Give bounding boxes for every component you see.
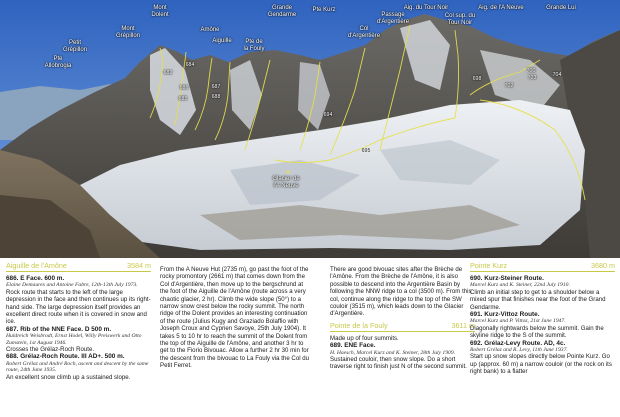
route-description: There are good bivouac sites after the Brèche de l'Amône. From the Brèche de l'Amône, it is also possible to descend into the Argentière Basin by following the NNW ridge to a col (3500 m). From this col, continue along the ridge to the top of the SW couloir (3515 m), which leads down to the Glacier d'Argentière. — [330, 266, 472, 318]
route-number: 694 — [323, 112, 333, 118]
route-number: 702 — [504, 83, 514, 89]
route-number: 682 — [163, 70, 173, 76]
route-title: 692. Grélaz-Levy Route. AD, 4c. — [470, 339, 566, 347]
label-aiguille: Aiguille — [212, 38, 232, 44]
route-credit: Robert Grélaz and R. Levy, 11th June 1937. — [470, 347, 568, 354]
section-header-amone — [6, 262, 151, 272]
route-title: 688. Grélaz-Roch Route. III AD+. 500 m. — [6, 353, 125, 361]
label-pte-allobrogia: Pte Allobrogia — [44, 56, 72, 69]
label-aig-tour-noir: Aig. du Tour Noir — [403, 5, 449, 11]
section-header-fouly — [330, 322, 475, 332]
label-pte-kurz: Pte Kurz — [312, 7, 336, 13]
route-description: An excellent snow climb up a sustained slope. — [6, 373, 131, 381]
label-mont-dolent: Mont Dolent — [151, 5, 169, 18]
route-number: 700 — [526, 68, 536, 74]
section-title: Pointe Kurz — [470, 261, 508, 270]
label-col-argentiere: Col d'Argentière — [347, 26, 381, 39]
label-pte-fouly: Pte de la Fouly — [243, 39, 265, 52]
route-credit: Robert Grélaz and André Roch, ascent and descent by the same route, 24th June 1935. — [6, 360, 149, 374]
label-glacier-a-neuve: Glacier de l'A Neuve — [272, 176, 300, 189]
label-mont-grepillon: Mont Grépillon — [115, 26, 141, 39]
route-credit: Marcel Kurz and P. Vittoz, 21st June 1947. — [470, 318, 566, 325]
route-number: 688 — [211, 94, 221, 100]
section-altitude: 3680 m — [591, 261, 615, 270]
route-credit: Huldreich Weisbrodt, Ernst Hodel, Willy Preiswerk and Otto Zumstein, 1st August 1946. — [6, 333, 142, 346]
route-number: 686 — [179, 85, 189, 91]
summit-note: Made up of four summits. — [330, 334, 399, 342]
route-description: From the A Neuve Hut (2735 m), go past the foot of the rocky promontory (2661 m) that comes down from the Col d'Argentière, then move up to the bergschrund at the foot of the Aiguille de l'Amône (route across a very chaotic glacier, 2 hr). Climb the wide slope (50°) to a narrow snow crest below the rocky summit. The north ridge of the Dolent provides an interesting continuation of the route (Julius Kugy and Graziado Bolaffio with Joseph Croux and Cyprien Savoye, 25th July 1904). It takes 5 to 10 hr to reach the summit of the Dolent from the top of the Aiguille de l'Amône, and another 3 hr to get to the Fiorio Bivouac. Allow a further 2 hr 30 min for the descent from the bivouac to La Fouly via the Col du Petit Ferret. — [160, 266, 310, 370]
column-amone-routes — [6, 262, 151, 381]
route-title: 691. Kurz-Vittoz Route. — [470, 311, 540, 319]
route-number: 698 — [472, 76, 482, 82]
route-title: 687. Rib of the NNE Face. D 500 m. — [6, 325, 112, 333]
route-title: 689. ENE Face. — [330, 342, 376, 350]
route-credit: Elaine Demaurex and Antoine Fabre, 12th-13th July 1973. — [6, 282, 138, 289]
section-altitude: 3584 m — [127, 261, 151, 270]
route-description: Sustained couloir, then snow slope. Do a short traverse right to finish just N of the second summit. — [330, 356, 467, 371]
label-aig-amone: Aig. de l'A Neuve — [478, 5, 524, 11]
label-passage-argentiere: Passage d'Argentière — [376, 12, 410, 25]
route-credit: H. Haesch, Marcel Kurz and K. Steiner, 28th July 1909. — [330, 349, 456, 356]
guide-text — [0, 258, 620, 417]
route-number: 695 — [361, 148, 371, 154]
route-title: 690. Kurz-Steiner Route. — [470, 275, 544, 282]
column-amone-description — [160, 266, 310, 370]
route-description: Rock route that starts to the left of the large depression in the face and then continues up its right-hand side. The large depression itself provides an excellent direct route when it is covered in snow and ice. — [6, 288, 151, 326]
column-fouly — [330, 266, 475, 371]
route-description: Crosses the Grélaz-Roch Route. — [6, 346, 95, 354]
label-grande-gendarme: Grande Gendarme — [267, 5, 297, 18]
label-grande-lui: Grande Lui — [546, 5, 576, 11]
label-col-sup-tour-noir: Col sup. du Tour Noir — [444, 13, 476, 26]
label-amone: Amône — [200, 27, 220, 33]
route-description: Diagonally rightwards below the summit. Gain the skyline ridge to the S of the summit. — [470, 324, 604, 340]
section-title: Aiguille de l'Amône — [6, 261, 67, 270]
route-title: 686. E Face. 600 m. — [6, 275, 65, 282]
route-number: 685 — [178, 96, 188, 102]
route-description: Climb an initial step to get to a shoulder below a mixed spur that finishes near the foot of the Grand Gendarme. — [470, 288, 606, 311]
column-kurz — [470, 262, 615, 376]
route-number: 684 — [185, 62, 195, 68]
section-altitude: 3611 m — [451, 320, 475, 330]
section-header-kurz — [470, 262, 615, 272]
section-title: Pointe de la Fouly — [330, 320, 388, 330]
route-number: 687 — [211, 84, 221, 90]
route-description: Start up snow slopes directly below Pointe Kurz. Go up (approx. 60 m) a narrow couloir (or the rock on its right bank) to a flatter — [470, 353, 612, 376]
label-petit-grepillon: Petit Grépillon — [62, 40, 88, 53]
route-credit: Marcel Kurz and K. Steiner, 22nd July 1910. — [470, 282, 570, 289]
route-number: 703 — [527, 75, 537, 81]
route-number: 704 — [552, 72, 562, 78]
